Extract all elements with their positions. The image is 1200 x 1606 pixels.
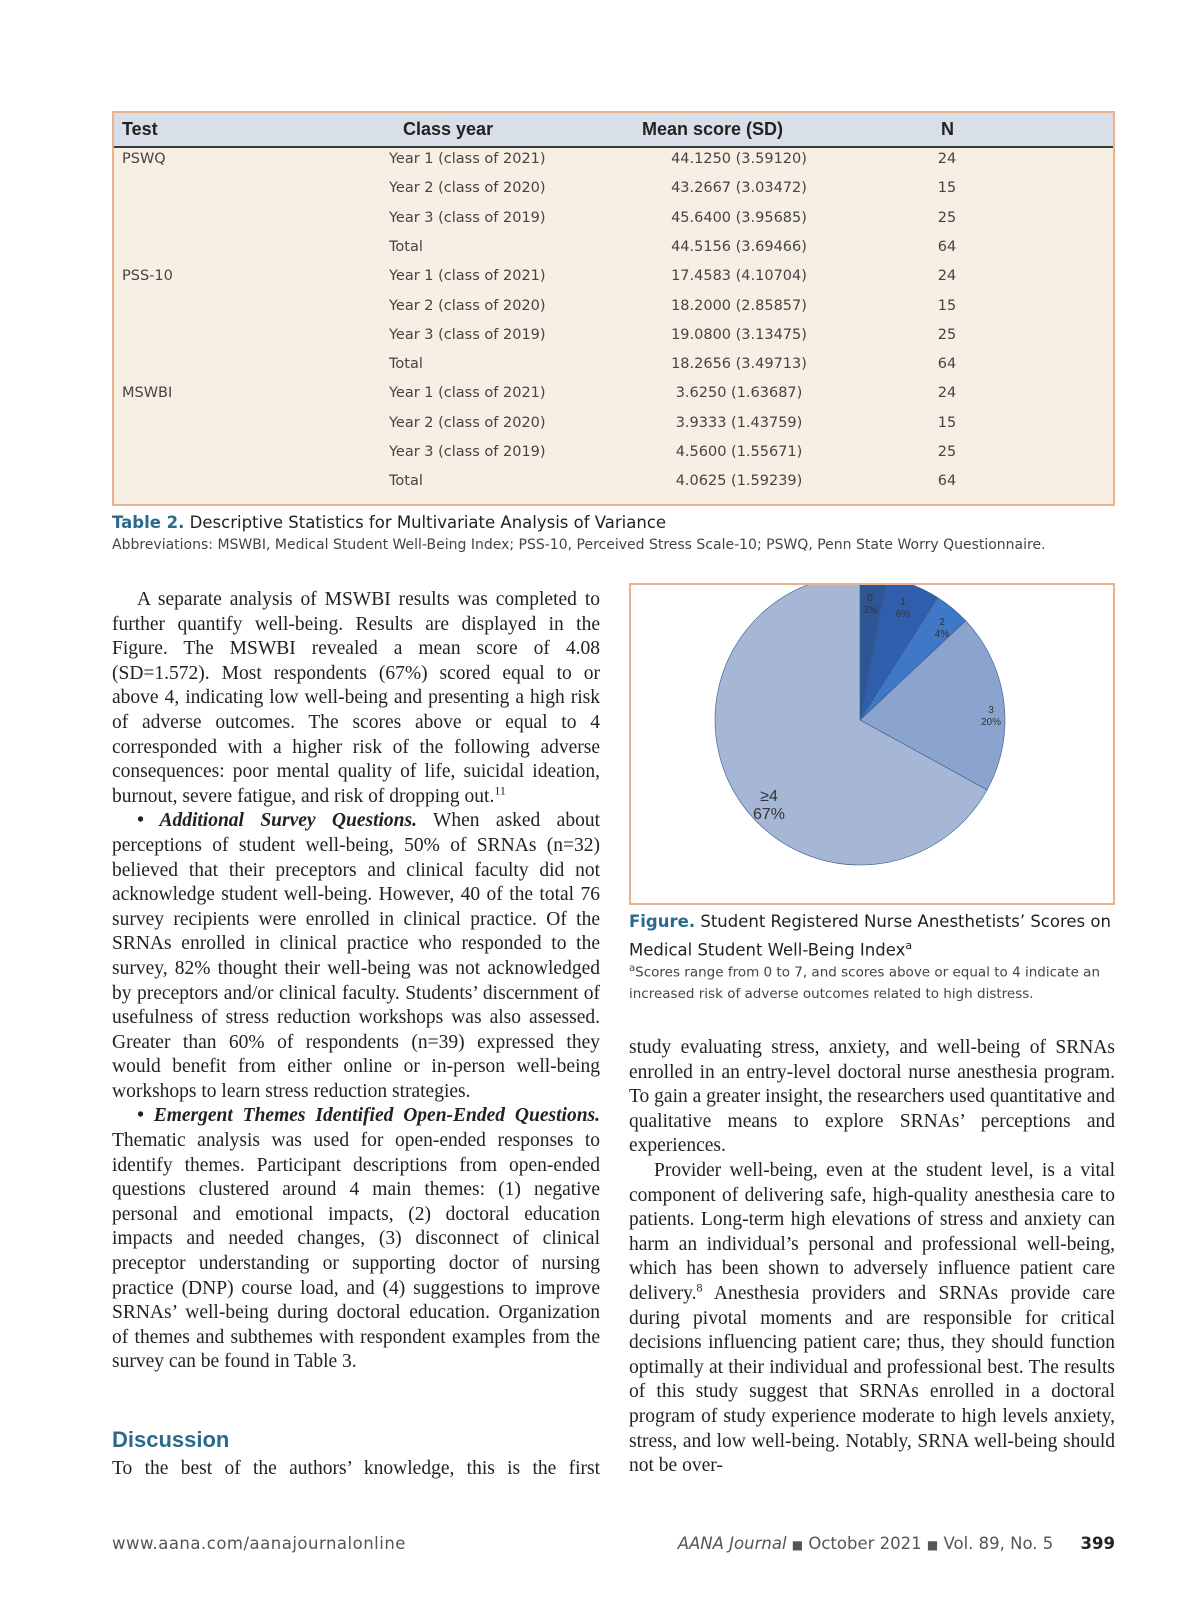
paragraph-text: Anesthesia providers and SRNAs provide care during pivotal moments and are responsible for critical decisions influencing patient care; thus, they should function optimally at their individual and professional best. The results of this study suggest that SRNAs enrolled in a doctoral program of study experience moderate to high levels anxiety, stress, and low well-being. Notably, SRNA well-being should not be over-	[629, 1282, 1115, 1477]
cell-mean-score: 44.5156 (3.69466)	[671, 238, 807, 255]
pie-chart-svg	[631, 585, 1113, 903]
paragraph	[112, 1104, 600, 1375]
cell-class-year: Year 1 (class of 2021)	[389, 385, 546, 402]
cell-n: 24	[937, 268, 957, 285]
table-row	[114, 175, 1113, 205]
cell-mean-score: 43.2667 (3.03472)	[671, 180, 807, 197]
pie-label-category: 2	[939, 617, 945, 628]
paragraph-text: A separate analysis of MSWBI results was completed to further quantify well-being. Results are displayed in the Figure. The MSWBI revealed a mean score of 4.08 (SD=1.572). Most respondents (67%) scored equal to or above 4, indicating low well-being and presenting a high risk of adverse outcomes. The scores above or equal to 4 corresponded with a higher risk of the following adverse consequences: poor mental quality of life, suicidal ideation, burnout, severe fatigue, and risk of dropping out.	[112, 589, 600, 807]
pie-label-percent: 3%	[862, 605, 878, 616]
cell-mean-score: 18.2000 (2.85857)	[671, 297, 807, 314]
pie-label-category: ≥4	[760, 788, 778, 805]
cell-class-year: Year 1 (class of 2021)	[389, 268, 546, 285]
cell-class-year: Year 1 (class of 2021)	[389, 151, 546, 167]
cell-n: 15	[937, 180, 957, 197]
footer-citation	[632, 1534, 1115, 1553]
pie-label-category: 1	[900, 597, 906, 608]
footer-journal: AANA Journal	[677, 1534, 787, 1553]
cell-n: 15	[937, 414, 957, 431]
footer-separator: ■	[791, 1538, 804, 1552]
pie-label-percent: 6%	[895, 609, 911, 620]
right-column	[629, 1036, 1115, 1479]
table-abbreviations: Abbreviations: MSWBI, Medical Student Well-Being Index; PSS-10, Perceived Stress Scale-10; PSWQ, Penn State Worry Questionnaire.	[112, 537, 1046, 553]
paragraph	[629, 1159, 1115, 1479]
section-heading-discussion: Discussion	[112, 1427, 230, 1452]
table-row	[114, 263, 1113, 293]
paragraph	[629, 1036, 1115, 1159]
pie-label-percent: 67%	[752, 806, 786, 823]
cell-class-year: Total	[389, 473, 423, 490]
cell-n: 64	[937, 356, 957, 373]
cell-n: 24	[937, 151, 957, 167]
reference-superscript: 11	[494, 783, 506, 798]
cell-class-year: Year 2 (class of 2020)	[389, 414, 546, 431]
cell-test: PSS-10	[122, 268, 173, 285]
cell-mean-score: 3.6250 (1.63687)	[675, 385, 803, 402]
cell-mean-score: 4.5600 (1.55671)	[675, 444, 803, 460]
table-row	[114, 468, 1113, 498]
table-row	[114, 351, 1113, 381]
figure-note	[629, 958, 1115, 1005]
cell-n: 15	[937, 297, 957, 314]
table-row	[114, 322, 1113, 352]
cell-class-year: Total	[389, 238, 423, 255]
pie-label-category: 0	[867, 593, 873, 604]
footer-date: October 2021	[808, 1534, 922, 1553]
cell-mean-score: 17.4583 (4.10704)	[671, 268, 807, 285]
table-header	[114, 113, 1113, 148]
cell-mean-score: 19.0800 (3.13475)	[671, 326, 807, 343]
header-mean-score: Mean score (SD)	[642, 119, 784, 139]
header-n: N	[941, 119, 954, 139]
table-caption-label: Table 2.	[112, 513, 185, 532]
cell-class-year: Year 2 (class of 2020)	[389, 180, 546, 197]
paragraph-text: Provider well-being, even at the student level, is a vital component of delivering safe, high-quality anesthesia care to patients. Long-term high elevations of stress and anxiety can harm an individual’s personal and professional well-being, which has been shown to adversely influence patient care delivery.	[629, 1159, 1115, 1304]
cell-mean-score: 45.6400 (3.95685)	[671, 209, 807, 226]
paragraph	[112, 588, 600, 809]
paragraph-text: When asked about perceptions of student well-being, 50% of SRNAs (n=32) believed that their preceptors and clinical faculty did not acknowledge student well-being. However, 40 of the total 76 survey recipients were enrolled in clinical practice. Of the SRNAs enrolled in clinical practice who responded to the survey, 82% thought their well-being was not acknowledged by preceptors and/or clinical faculty. Students’ discernment of usefulness of stress reduction workshops was also assessed. Greater than 60% of respondents (n=39) expressed they would benefit from either online or in-person well-being workshops to learn stress reduction strategies.	[112, 810, 600, 1102]
footer-url: www.aana.com/aanajournalonline	[112, 1534, 406, 1553]
pie-label-category: 3	[988, 705, 994, 716]
statistics-table	[112, 111, 1115, 506]
figure-caption	[629, 910, 1115, 963]
table-row	[114, 439, 1113, 469]
table-row	[114, 380, 1113, 410]
cell-class-year: Year 3 (class of 2019)	[389, 444, 546, 460]
cell-n: 25	[937, 444, 957, 460]
paragraph-text: study evaluating stress, anxiety, and well-being of SRNAs enrolled in an entry-level doctoral nurse anesthesia program. To gain a greater insight, the researchers used quantitative and qualitative means to explore SRNAs’ perceptions and experiences.	[629, 1037, 1115, 1157]
cell-n: 64	[937, 473, 957, 490]
pie-label-percent: 4%	[934, 629, 950, 640]
discussion-text: To the best of the authors’ knowledge, this is the first	[112, 1458, 600, 1479]
cell-test: MSWBI	[122, 385, 173, 402]
cell-n: 64	[937, 238, 957, 255]
cell-n: 25	[937, 326, 957, 343]
cell-mean-score: 3.9333 (1.43759)	[675, 414, 803, 431]
cell-n: 24	[937, 385, 957, 402]
inline-heading: • Emergent Themes Identified Open-Ended Questions.	[137, 1105, 600, 1127]
figure-caption-label: Figure.	[629, 912, 696, 931]
table-row	[114, 234, 1113, 264]
figure-note-sup: a	[629, 963, 636, 974]
cell-test: PSWQ	[122, 151, 166, 167]
header-class-year: Class year	[403, 119, 494, 139]
cell-mean-score: 4.0625 (1.59239)	[675, 473, 803, 490]
footer-volume: Vol. 89, No. 5	[943, 1534, 1054, 1553]
table-caption	[112, 513, 666, 532]
header-test: Test	[122, 119, 158, 139]
footer-separator: ■	[926, 1538, 939, 1552]
cell-class-year: Year 3 (class of 2019)	[389, 209, 546, 226]
cell-mean-score: 18.2656 (3.49713)	[671, 356, 807, 373]
left-column	[112, 588, 600, 1375]
pie-label-percent: 20%	[980, 717, 1002, 728]
inline-heading: • Additional Survey Questions.	[137, 810, 417, 832]
paragraph-text: Thematic analysis was used for open-ended responses to identify themes. Participant descriptions from open-ended questions clustered around 4 main themes: (1) negative personal and emotional impacts, (2) doctoral education impacts and needed changes, (3) disconnect of clinical preceptor understanding or supporting doctor of nursing practice (DNP) course load, and (4) suggestions to improve SRNAs’ well-being during doctoral education. Organization of themes and subthemes with respondent examples from the survey can be found in Table 3.	[112, 1130, 600, 1373]
table-row	[114, 293, 1113, 323]
figure-pie-chart	[629, 583, 1115, 905]
paragraph	[112, 809, 600, 1104]
table-row	[114, 146, 1113, 176]
table-row	[114, 410, 1113, 440]
cell-class-year: Year 3 (class of 2019)	[389, 326, 546, 343]
table-caption-text: Descriptive Statistics for Multivariate Analysis of Variance	[189, 513, 667, 532]
figure-note-text: Scores range from 0 to 7, and scores above or equal to 4 indicate an increased risk of adverse outcomes related to high distress.	[629, 964, 1101, 1002]
cell-class-year: Year 2 (class of 2020)	[389, 297, 546, 314]
table-row	[114, 205, 1113, 235]
reference-superscript: 8	[696, 1280, 703, 1295]
cell-mean-score: 44.1250 (3.59120)	[671, 151, 807, 167]
figure-caption-sup: a	[905, 939, 913, 952]
cell-n: 25	[937, 209, 957, 226]
figure-caption-text: Student Registered Nurse Anesthetists’ Scores on Medical Student Well-Being Index	[629, 912, 1111, 960]
cell-class-year: Total	[389, 356, 423, 373]
page-number: 399	[1080, 1534, 1115, 1553]
